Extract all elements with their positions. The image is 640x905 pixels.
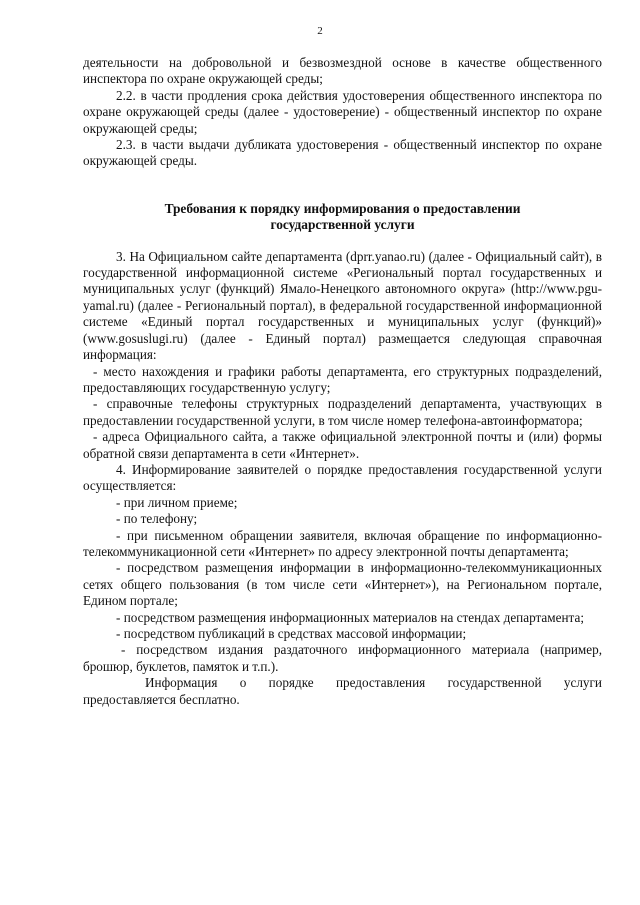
list-item-phones: - справочные телефоны структурных подразделений департамента, участвующих в предоставлении государственной услуги, в том числе номер телефона-автоинформатора; [83,396,602,428]
document-body [83,55,602,708]
paragraph-4: 4. Информирование заявителей о порядке предоставления государственной услуги осуществляется: [83,461,602,494]
list-item-handouts: - посредством издания раздаточного информационного материала (например, брошюр, буклетов, памяток и т.п.). [83,642,602,674]
paragraph-3: 3. На Официальном сайте департамента (dprr.yanao.ru) (далее - Официальный сайт), в государственной информационной системе «Региональный портал государственных и муниципальных услуг (функций) Ямало-Ненецкого автономного округа» (http://www.pgu-yamal.ru) (далее - Региональный портал), в федеральной государственной информационной системе «Единый портал государственных и муниципальных услуг (функций)» (www.gosuslugi.ru) (далее - Единый портал) размещается следующая справочная информация: [83,248,602,363]
paragraph-free-info: Информация о порядке предоставления государственной услуги предоставляется бесплатно. [83,675,602,707]
list-item-personal: - при личном приеме; [116,494,238,510]
paragraph-2-3: 2.3. в части выдачи дубликата удостоверения - общественный инспектор по охране окружающей среды. [83,137,602,169]
page-number: 2 [317,25,323,37]
paragraph-2-2: 2.2. в части продления срока действия удостоверения общественного инспектора по охране окружающей среды (далее - удостоверение) - общественный инспектор по охране окружающей среды; [83,87,602,136]
list-item-phone: - по телефону; [116,511,198,527]
section-heading: Требования к порядку информирования о предоставлении государственной услуги [164,200,521,233]
list-item-networks: - посредством размещения информации в информационно-телекоммуникационных сетях общего пользования (в том числе сети «Интернет»), на Региональном портале, Едином портале; [83,560,602,609]
list-item-addresses: - адреса Официального сайта, а также официальной электронной почты и (или) формы обратной связи департамента в сети «Интернет». [83,429,602,461]
list-item-written: - при письменном обращении заявителя, включая обращение по информационно-телекоммуникационной сети «Интернет» по адресу электронной почты департамента; [83,527,602,559]
list-item-location: - место нахождения и графики работы департамента, его структурных подразделений, предоставляющих государственную услугу; [83,363,602,395]
list-item-stands: - посредством размещения информационных материалов на стендах департамента; [116,609,584,625]
list-item-media: - посредством публикаций в средствах массовой информации; [116,626,467,641]
paragraph-continuation: деятельности на добровольной и безвозмездной основе в качестве общественного инспектора по охране окружающей среды; [83,55,602,87]
